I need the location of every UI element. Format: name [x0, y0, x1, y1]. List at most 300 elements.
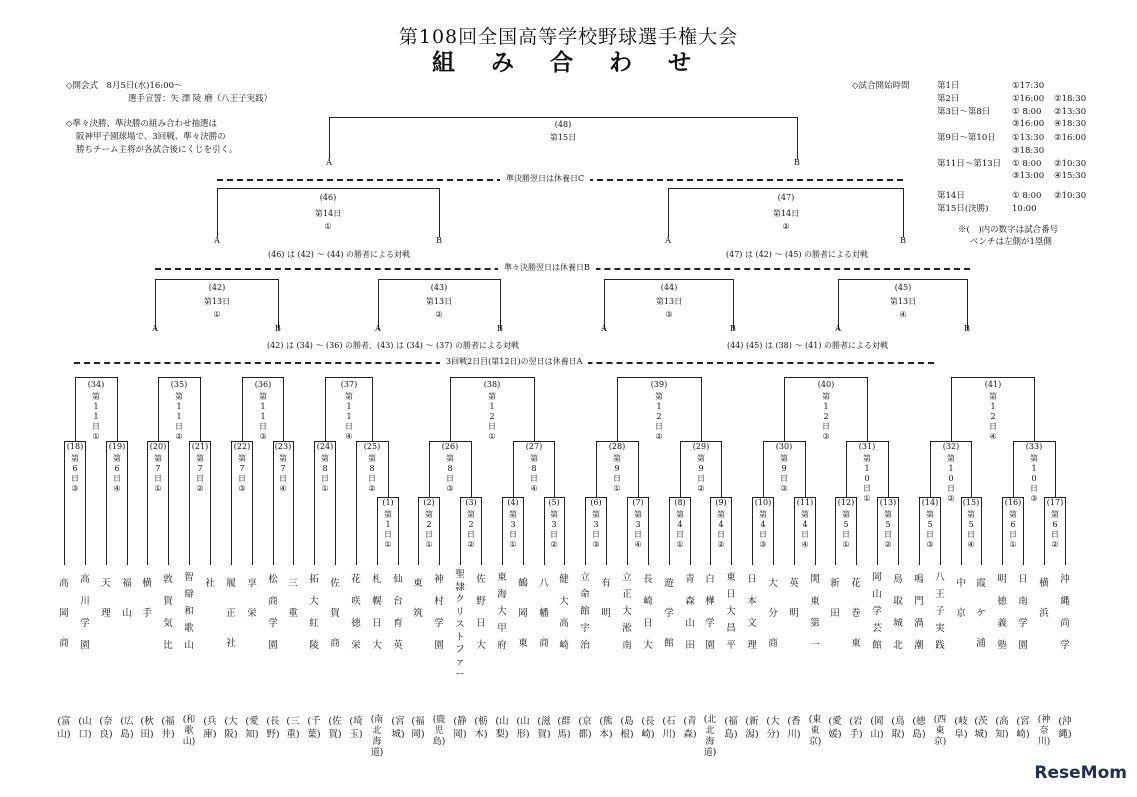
- bracket-line: [158, 377, 201, 378]
- team-prefecture: (神奈川): [1037, 715, 1051, 747]
- team-prefecture: (石川): [662, 716, 676, 740]
- bracket-line: [329, 117, 798, 118]
- game-r3-2-slot: ②: [175, 432, 183, 441]
- game-r3-3-number: (36): [254, 380, 272, 389]
- bracket-line: [981, 497, 982, 565]
- team-name: 佐賀商: [330, 578, 340, 649]
- team-prefecture: (高知): [995, 716, 1009, 740]
- team-name: 大分商: [768, 578, 778, 649]
- game-r2-12-number: (29): [692, 442, 710, 451]
- bracket-line: [398, 497, 399, 565]
- schedule-day-6: 第11日～第13日: [937, 159, 1002, 169]
- game-r2-5-number: (22): [233, 442, 251, 451]
- team-prefecture: (岩手): [849, 716, 863, 740]
- game-r1-12-number: (12): [837, 498, 855, 507]
- team-prefecture: (長崎): [641, 716, 655, 740]
- bracket-line: [903, 188, 904, 237]
- quarterfinal-slot: ②: [435, 310, 443, 319]
- quarterfinal-slot: ①: [213, 310, 221, 319]
- bracket-line: [64, 441, 65, 565]
- team-name: 英明: [789, 578, 799, 619]
- game-r1-4-slot: ①: [509, 540, 517, 549]
- team-prefecture: (青森): [683, 716, 697, 740]
- team-name: 健大高崎: [559, 574, 569, 651]
- game-r3-4-slot: ④: [345, 432, 353, 441]
- bracket-line: [856, 497, 857, 565]
- tournament-title: 第108回全国高等学校野球選手権大会: [398, 26, 739, 48]
- game-r1-9-slot: ②: [717, 540, 725, 549]
- game-r1-14-slot: ③: [926, 540, 934, 549]
- draw-note-1: ◇準々決勝、準決勝の組み合わせ抽選は: [66, 119, 218, 129]
- game-r3-8-number: (41): [984, 380, 1002, 389]
- team-name: 敦賀気比: [163, 574, 173, 651]
- game-r1-10-number: (10): [754, 498, 772, 507]
- bracket-line: [669, 497, 670, 565]
- game-r2-8-slot: ②: [368, 484, 376, 493]
- quarterfinal-number: (45): [894, 283, 912, 292]
- game-r3-3-slot: ③: [259, 432, 267, 441]
- team-prefecture: (兵庫): [203, 716, 217, 740]
- schedule-t1-0: ①17:30: [1012, 81, 1045, 91]
- bracket-line: [617, 377, 702, 378]
- team-name: 三重: [288, 578, 298, 619]
- game-r2-14-day: 第10日: [863, 454, 871, 493]
- bracket-line: [314, 441, 315, 565]
- team-prefecture: (広島): [120, 716, 134, 740]
- game-r2-12-day: 第9日: [697, 454, 705, 483]
- game-r2-12-slot: ②: [697, 484, 705, 493]
- bracket-line: [797, 117, 798, 159]
- bracket-line: [273, 441, 274, 565]
- game-r1-7-day: 第3日: [634, 510, 642, 539]
- team-prefecture: (三重): [286, 716, 300, 740]
- game-r3-4-day: 第11日: [345, 392, 353, 431]
- game-r2-8-number: (25): [363, 442, 381, 451]
- game-r2-1-number: (18): [66, 442, 84, 451]
- game-r2-14-number: (31): [858, 442, 876, 451]
- athlete-oath-note: 選手宣誓：矢 澤 陵 磨（八王子実践）: [128, 94, 273, 104]
- team-name: 東海大甲府: [497, 572, 507, 651]
- game-r3-8-slot: ④: [989, 432, 997, 441]
- bracket-line: [1065, 497, 1066, 565]
- game-r1-1-day: 第1日: [384, 510, 392, 539]
- bracket-line: [731, 497, 732, 565]
- schedule-day-1: 第2日: [937, 94, 960, 104]
- team-prefecture: (熊本): [599, 716, 613, 740]
- team-prefecture: (茨城): [974, 716, 988, 740]
- team-prefecture: (岡山): [870, 716, 884, 740]
- bracket-line: [325, 377, 373, 378]
- bracket-line: [690, 497, 691, 565]
- bracket-line: [898, 497, 899, 565]
- game-r1-3-slot: ②: [467, 540, 475, 549]
- game-r2-6-number: (23): [274, 442, 292, 451]
- bracket-line: [252, 441, 253, 565]
- game-r2-4-day: 第7日: [196, 454, 204, 483]
- team-prefecture: (和歌山): [182, 715, 196, 747]
- game-r1-7-number: (7): [632, 498, 644, 507]
- opening-ceremony-note: ◇開会式 8月5日(水)16:00～: [66, 81, 183, 91]
- bracket-side-a: A: [152, 324, 158, 333]
- game-r1-14-day: 第5日: [926, 510, 934, 539]
- team-prefecture: (北北海道): [703, 715, 717, 758]
- team-name: 福山: [122, 578, 132, 619]
- team-name: 八王子実践: [935, 572, 945, 651]
- bracket-line: [967, 279, 968, 330]
- game-r2-3-slot: ①: [154, 484, 162, 493]
- team-name: 履正社: [226, 578, 236, 649]
- team-prefecture: (福井): [161, 716, 175, 740]
- game-r1-7-slot: ④: [634, 540, 642, 549]
- game-r2-3-day: 第7日: [154, 454, 162, 483]
- game-r3-7-slot: ③: [822, 432, 830, 441]
- schedule-t2-4: ②16:00: [1054, 133, 1087, 143]
- bracket-line: [502, 497, 503, 565]
- bracket-line: [648, 497, 649, 565]
- team-prefecture: (宮城): [391, 716, 405, 740]
- bracket-side-a: A: [326, 158, 332, 167]
- team-prefecture: (愛媛): [828, 716, 842, 740]
- game-r1-13-day: 第5日: [884, 510, 892, 539]
- game-r2-2-slot: ④: [113, 484, 121, 493]
- bracket-line: [733, 279, 734, 330]
- team-name: 佐野日大: [476, 574, 486, 651]
- game-r1-15-day: 第5日: [967, 510, 975, 539]
- bracket-line: [242, 377, 284, 378]
- game-r2-15-day: 第10日: [947, 454, 955, 493]
- team-name: 立命館宇治: [580, 572, 590, 651]
- semifinal-note: (46) は (42) ～ (44) の勝者による対戦: [268, 250, 410, 259]
- game-r1-1-slot: ①: [384, 540, 392, 549]
- game-r1-10-day: 第4日: [759, 510, 767, 539]
- game-r1-15-slot: ④: [967, 540, 975, 549]
- bracket-line: [523, 497, 524, 565]
- game-r3-7-number: (40): [817, 380, 835, 389]
- quarterfinal-day: 第13日: [655, 297, 683, 306]
- game-r2-6-day: 第7日: [279, 454, 287, 483]
- bracket-line: [127, 441, 128, 565]
- game-r1-11-number: (11): [796, 498, 814, 507]
- schedule-t1-4: ①13:30: [1012, 133, 1045, 143]
- schedule-day-9: 第15日(決勝): [937, 204, 989, 214]
- game-r3-7-day: 第12日: [822, 392, 830, 431]
- game-r3-2-number: (35): [170, 380, 188, 389]
- game-r1-11-day: 第4日: [801, 510, 809, 539]
- team-name: 沖縄尚学: [1060, 574, 1070, 651]
- team-name: 東筑: [413, 578, 423, 619]
- game-r2-9-number: (26): [441, 442, 459, 451]
- team-name: 有明: [601, 578, 611, 619]
- bracket-line: [1044, 497, 1045, 565]
- game-r2-4-slot: ②: [196, 484, 204, 493]
- schedule-day-2: 第3日～第8日: [937, 107, 991, 117]
- quarterfinal-day: 第13日: [425, 297, 453, 306]
- semifinal-day: 第14日: [772, 209, 800, 218]
- bracket-line: [356, 441, 357, 565]
- team-name: 関東第一: [810, 574, 820, 651]
- schedule-day-0: 第1日: [937, 81, 960, 91]
- quarterfinal-slot: ④: [899, 310, 907, 319]
- game-r1-1-number: (1): [382, 498, 394, 507]
- team-name: 花咲徳栄: [351, 574, 361, 651]
- game-r1-14-number: (14): [921, 498, 939, 507]
- bracket-line: [418, 497, 419, 565]
- team-name: 鳴門渦潮: [914, 574, 924, 651]
- game-r2-5-day: 第7日: [238, 454, 246, 483]
- game-r2-10-number: (27): [525, 442, 543, 451]
- bracket-line: [919, 497, 920, 565]
- team-prefecture: (新潟): [745, 716, 759, 740]
- bracket-side-a: A: [214, 236, 220, 245]
- schedule-t2-3: ④18:30: [1054, 119, 1087, 129]
- game-r2-13-number: (30): [775, 442, 793, 451]
- team-prefecture: (宮崎): [1016, 716, 1030, 740]
- team-name: 札幌日大: [372, 574, 382, 651]
- schedule-t1-6: ① 8:00: [1012, 159, 1042, 169]
- bracket-line: [106, 441, 107, 565]
- quarterfinal-slot: ③: [665, 310, 673, 319]
- schedule-t1-7: ③13:00: [1012, 171, 1045, 181]
- game-r2-6-slot: ④: [279, 484, 287, 493]
- game-r3-1-slot: ①: [92, 432, 100, 441]
- game-r2-11-slot: ①: [613, 484, 621, 493]
- bracket-line: [450, 377, 535, 378]
- team-prefecture: (香川): [787, 716, 801, 740]
- team-name: 拓大紅陵: [309, 574, 319, 651]
- team-prefecture: (沖縄): [1058, 716, 1072, 740]
- game-r1-5-day: 第3日: [550, 510, 558, 539]
- game-r2-7-number: (24): [316, 442, 334, 451]
- team-prefecture: (福島): [724, 716, 738, 740]
- bracket-line: [481, 497, 482, 565]
- team-name: 鳥取城北: [893, 574, 903, 651]
- game-r1-16-number: (16): [1004, 498, 1022, 507]
- team-name: 智辯和歌山: [184, 572, 194, 651]
- schedule-t1-3: ③16:00: [1012, 119, 1045, 129]
- team-prefecture: (島根): [620, 716, 634, 740]
- bracket-side-b: B: [900, 236, 906, 245]
- game-r2-15-number: (32): [942, 442, 960, 451]
- team-name: 八幡商: [539, 578, 549, 649]
- game-r1-11-slot: ④: [801, 540, 809, 549]
- bracket-line: [210, 441, 211, 565]
- team-prefecture: (長野): [266, 716, 280, 740]
- game-r2-11-day: 第9日: [613, 454, 621, 483]
- team-name: 長崎日大: [643, 574, 653, 651]
- team-prefecture: (西東京): [933, 715, 947, 747]
- game-r1-16-slot: ①: [1009, 540, 1017, 549]
- bracket-line: [217, 188, 218, 237]
- quarterfinal-number: (43): [430, 283, 448, 292]
- team-name: 中京: [956, 578, 966, 619]
- bracket-line: [189, 441, 190, 565]
- team-name: 神村学園: [434, 574, 444, 651]
- game-r1-12-day: 第5日: [842, 510, 850, 539]
- bracket-line: [378, 279, 501, 280]
- quarterfinal-number: (42): [208, 283, 226, 292]
- schedule-day-4: 第9日～第10日: [937, 133, 996, 143]
- semifinal-note: (47) は (42) ～ (45) の勝者による対戦: [726, 250, 868, 259]
- bracket-side-b: B: [275, 324, 281, 333]
- schedule-t2-6: ②10:30: [1054, 159, 1087, 169]
- game-r2-13-day: 第9日: [780, 454, 788, 483]
- game-r2-3-number: (20): [149, 442, 167, 451]
- game-r2-2-number: (19): [108, 442, 126, 451]
- team-name: 新田: [830, 578, 840, 619]
- bracket-line: [668, 188, 904, 189]
- bracket-line: [329, 117, 330, 159]
- schedule-note-bench: ベンチは左側が1塁側: [970, 237, 1052, 247]
- bracket-line: [627, 497, 628, 565]
- logo-text: ReseMom: [1034, 763, 1127, 783]
- bracket-line: [155, 279, 279, 280]
- schedule-t1-2: ① 8:00: [1012, 107, 1042, 117]
- bracket-line: [606, 497, 607, 565]
- team-prefecture: (岐阜): [954, 716, 968, 740]
- team-prefecture: (鹿児島): [432, 715, 446, 747]
- team-name: 天理: [101, 578, 111, 619]
- schedule-t1-9: 10:00: [1012, 204, 1037, 214]
- semifinal-number: (47): [777, 193, 795, 202]
- team-name: 白樺学園: [705, 574, 715, 651]
- team-prefecture: (福岡): [411, 716, 425, 740]
- bracket-line: [838, 279, 968, 280]
- quarterfinal-number: (44): [660, 283, 678, 292]
- schedule-t1-5: ③18:30: [1012, 146, 1045, 156]
- schedule-t2-2: ②13:30: [1054, 107, 1087, 117]
- schedule-t1-8: ① 8:00: [1012, 191, 1042, 201]
- schedule-note-game-number: ※( )内の数字は試合番号: [958, 225, 1059, 235]
- team-name: 立正大淞南: [622, 572, 632, 651]
- game-r2-16-day: 第10日: [1030, 454, 1038, 493]
- game-r1-2-day: 第2日: [425, 510, 433, 539]
- game-r2-4-number: (21): [191, 442, 209, 451]
- game-r1-6-slot: ③: [592, 540, 600, 549]
- team-name: 高岡商: [59, 578, 69, 649]
- game-r2-16-number: (33): [1025, 442, 1043, 451]
- game-r2-8-day: 第8日: [368, 454, 376, 483]
- team-prefecture: (鳥取): [891, 716, 905, 740]
- game-r1-17-day: 第6日: [1051, 510, 1059, 539]
- bracket-side-b: B: [794, 158, 800, 167]
- game-r2-1-slot: ③: [71, 484, 79, 493]
- bracket-line: [75, 377, 118, 378]
- team-prefecture: (徳島): [912, 716, 926, 740]
- game-r2-9-day: 第8日: [446, 454, 454, 483]
- game-r2-2-day: 第6日: [113, 454, 121, 483]
- bracket-line: [835, 497, 836, 565]
- game-r2-10-slot: ④: [530, 484, 538, 493]
- schedule-t2-1: ②18:30: [1054, 94, 1087, 104]
- team-name: 明徳義塾: [997, 574, 1007, 651]
- bracket-side-a: A: [375, 324, 381, 333]
- game-r1-6-day: 第3日: [592, 510, 600, 539]
- team-name: 日本文理: [747, 574, 757, 651]
- game-r1-8-slot: ①: [676, 540, 684, 549]
- semifinal-number: (46): [319, 193, 337, 202]
- game-r3-1-day: 第11日: [92, 392, 100, 431]
- schedule-day-8: 第14日: [937, 191, 965, 201]
- game-r3-5-slot: ①: [488, 432, 496, 441]
- bracket-line: [784, 377, 868, 378]
- bracket-heading: 組 み 合 わ せ: [431, 49, 706, 76]
- team-name: 聖隷クリストファー: [455, 569, 465, 680]
- game-r1-2-slot: ①: [425, 540, 433, 549]
- bracket-line: [961, 497, 962, 565]
- team-name: 横手: [142, 578, 152, 619]
- bracket-line: [217, 188, 440, 189]
- team-prefecture: (愛知): [245, 716, 259, 740]
- game-r2-15-slot: ②: [947, 494, 955, 503]
- bracket-line: [564, 497, 565, 565]
- game-r1-9-number: (9): [715, 498, 727, 507]
- bracket-line: [544, 497, 545, 565]
- bracket-side-b: B: [730, 324, 736, 333]
- schedule-t1-1: ①16:00: [1012, 94, 1045, 104]
- game-r2-13-slot: ③: [780, 484, 788, 493]
- game-r3-6-slot: ②: [655, 432, 663, 441]
- game-r2-9-slot: ③: [446, 484, 454, 493]
- team-name: 鶴岡東: [518, 578, 528, 649]
- game-r1-16-day: 第6日: [1009, 510, 1017, 539]
- bracket-line: [335, 441, 336, 565]
- rest-day-a-label: 3回戦2日目(第12日)の翌日は休養日A: [440, 356, 588, 367]
- game-r1-12-slot: ①: [842, 540, 850, 549]
- game-r2-14-slot: ①: [863, 494, 871, 503]
- bracket-line: [951, 377, 1035, 378]
- bracket-line: [168, 441, 169, 565]
- game-r1-13-number: (13): [879, 498, 897, 507]
- game-r2-11-number: (28): [608, 442, 626, 451]
- bracket-side-a: A: [601, 324, 607, 333]
- schedule-heading: ◇試合開始時間: [852, 81, 910, 91]
- bracket-side-b: B: [436, 236, 442, 245]
- game-r3-6-number: (39): [650, 380, 668, 389]
- team-prefecture: (富山): [57, 716, 71, 740]
- bracket-line: [293, 441, 294, 565]
- bracket-side-b: B: [964, 324, 970, 333]
- rest-day-b-label: 準々決勝翌日は休養日B: [498, 262, 596, 273]
- semifinal-day: 第14日: [314, 209, 342, 218]
- bracket-line: [752, 497, 753, 565]
- game-r1-4-day: 第3日: [509, 510, 517, 539]
- bracket-line: [439, 497, 440, 565]
- bracket-line: [231, 441, 232, 565]
- team-prefecture: (佐賀): [328, 716, 342, 740]
- team-prefecture: (東東京): [808, 715, 822, 747]
- game-r1-4-number: (4): [507, 498, 519, 507]
- team-name: 遊学館: [664, 578, 674, 649]
- bracket-line: [377, 497, 378, 565]
- bracket-side-a: A: [665, 236, 671, 245]
- game-r3-5-day: 第12日: [488, 392, 496, 431]
- rest-day-c-label: 準決勝翌日は休養日C: [500, 173, 590, 184]
- game-r3-3-day: 第11日: [259, 392, 267, 431]
- bracket-line: [838, 279, 839, 330]
- team-prefecture: (千葉): [307, 716, 321, 740]
- game-r1-5-number: (5): [548, 498, 560, 507]
- game-r3-2-day: 第11日: [175, 392, 183, 431]
- bracket-line: [773, 497, 774, 565]
- bracket-line: [668, 188, 669, 237]
- team-prefecture: (南北海道): [370, 715, 384, 758]
- game-r3-6-day: 第12日: [655, 392, 663, 431]
- final-day: 第15日: [549, 133, 577, 142]
- bracket-line: [585, 497, 586, 565]
- game-r1-10-slot: ③: [759, 540, 767, 549]
- game-r1-17-slot: ②: [1051, 540, 1059, 549]
- team-prefecture: (大分): [766, 716, 780, 740]
